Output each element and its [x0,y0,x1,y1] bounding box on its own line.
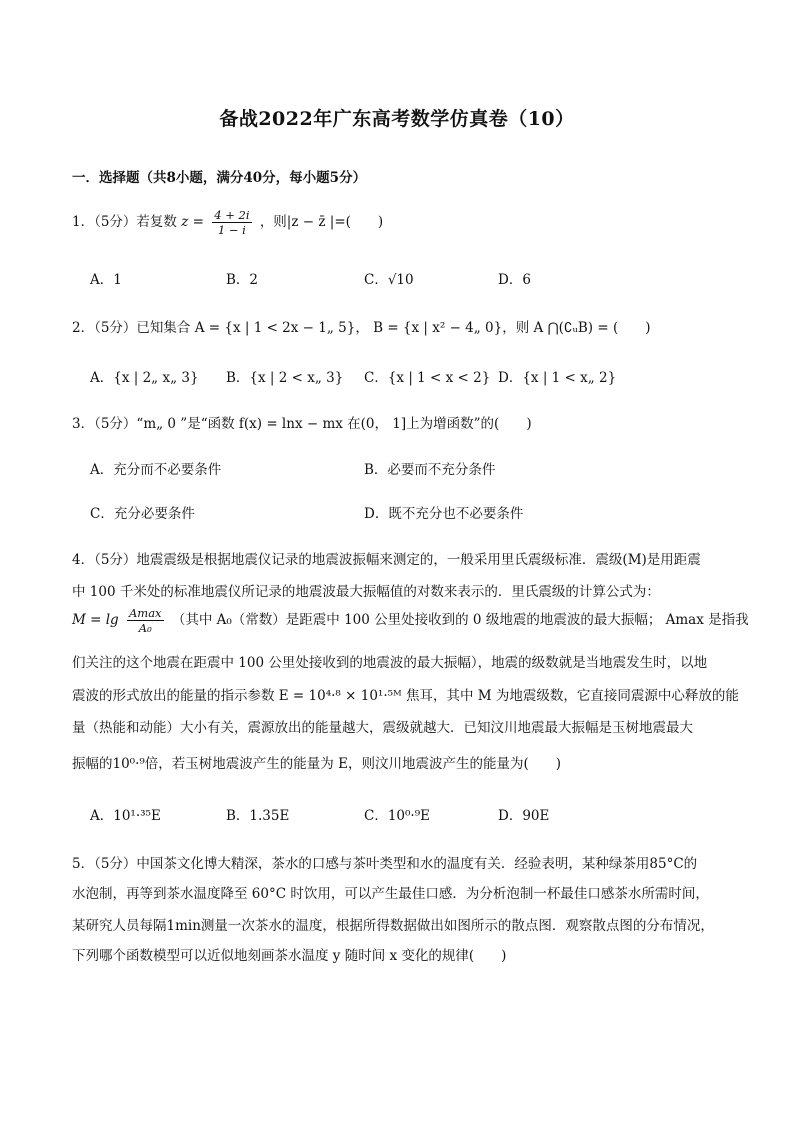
q3-option-a[interactable]: A．充分而不必要条件 [90,462,222,478]
q3-option-c[interactable]: C．充分必要条件 [90,506,195,522]
q2-option-c[interactable]: C．{x | 1 < x < 2} [364,370,491,386]
q4-line-4: 们关注的这个地震在距震中 100 公里处接收到的地震波的最大振幅），地震的级数就是当地震发生时，以地 [72,655,708,671]
q4-option-d[interactable]: D．90E [498,808,550,824]
q1-lead: 1．（5分）若复数 [72,214,177,230]
q4-options [90,804,730,824]
q4-line-6: 量（热能和动能）大小有关，震源放出的能量越大，震级就越大．已知汶川地震最大振幅是玉树地震最大 [72,720,693,736]
q4-line-2: 中 100 千米处的标准地震仪所记录的地震波最大振幅值的对数来表示的．里氏震级的计算公式为： [72,584,660,600]
exam-title: 备战2022年广东高考数学仿真卷（10） [219,108,575,130]
q4-line-5: 震波的形式放出的能量的指示参数 E = 10⁴·⁸ × 10¹·⁵ᴹ 焦耳，其中 M 为地震级数，它直接同震源中心释放的能 [72,688,739,704]
q3-options-row2 [90,502,730,522]
q1-option-b[interactable]: B．2 [226,272,259,288]
q4-option-b[interactable]: B．1.35E [226,808,290,824]
q4-option-a[interactable]: A．10¹·³⁵E [90,808,161,824]
q1-fraction [212,208,251,237]
q1-options [90,268,730,288]
question-3: 3．（5分）“m„ 0 ”是“函数 f(x) = lnx − mx 在(0， 1]上为增函数”的( ) [72,416,532,432]
q2-option-b[interactable]: B．{x | 2 < x„ 3} [226,370,344,386]
q4-formula-fraction [127,606,164,635]
q3-option-b[interactable]: B．必要而不充分条件 [364,462,496,478]
q2-option-d[interactable]: D．{x | 1 < x„ 2} [498,370,617,386]
q1-option-a[interactable]: A．1 [90,272,122,288]
q1-tail: ，则|z − z̄ |=( ) [259,214,384,230]
q4-option-c[interactable]: C．10⁰·⁹E [364,808,430,824]
section-heading: 一．选择题（共8小题，满分40分，每小题5分） [72,170,367,186]
q1-option-c[interactable]: C．√10 [364,272,414,288]
q1-option-d[interactable]: D．6 [498,272,531,288]
q4-formula-lhs: M = lg [72,612,119,628]
q3-option-d[interactable]: D．既不充分也不必要条件 [364,506,524,522]
q1-denominator: 1 − i [217,223,246,237]
q5-line-3: 某研究人员每隔1min测量一次茶水的温度，根据所得数据做出如图所示的散点图．观察散点图的分布情况， [72,918,714,934]
q4-line-7: 振幅的10⁰·⁹倍，若玉树地震波产生的能量为 E，则汶川地震波产生的能量为( ) [72,756,561,772]
q4-formula-numerator: Amax [128,606,162,620]
question-2: 2．（5分）已知集合 A = {x | 1 < 2x − 1„ 5}， B = {x | x² − 4„ 0}，则 A ⋂(∁ᵤB) = ( ) [72,320,651,336]
q5-line-4: 下列哪个函数模型可以近似地刻画茶水温度 y 随时间 x 变化的规律( ) [72,948,507,964]
q4-line-3-rest: （其中 A₀（常数）是距震中 100 公里处接收到的 0 级地震的地震波的最大振幅； Amax 是指我 [171,612,749,628]
q3-options-row1 [90,458,730,478]
q4-line-1: 4．（5分）地震震级是根据地震仪记录的地震波振幅来测定的，一般采用里氏震级标准．震级(M)是用距震 [72,552,701,568]
q4-line-3 [72,606,749,635]
q1-z-eq: z = [181,214,204,230]
q2-option-a[interactable]: A．{x | 2„ x„ 3} [90,370,199,386]
question-1 [72,208,732,237]
q5-line-2: 水泡制，再等到茶水温度降至 60°C 时饮用，可以产生最佳口感．为分析泡制一杯最佳口感茶水所需时间， [72,886,709,902]
q5-line-1: 5．（5分）中国茶文化博大精深，茶水的口感与茶叶类型和水的温度有关．经验表明，某种绿茶用85°C的 [72,856,698,872]
q1-numerator: 4 + 2i [214,208,250,222]
q4-formula-denominator: A₀ [138,621,152,635]
q2-options [90,366,730,386]
